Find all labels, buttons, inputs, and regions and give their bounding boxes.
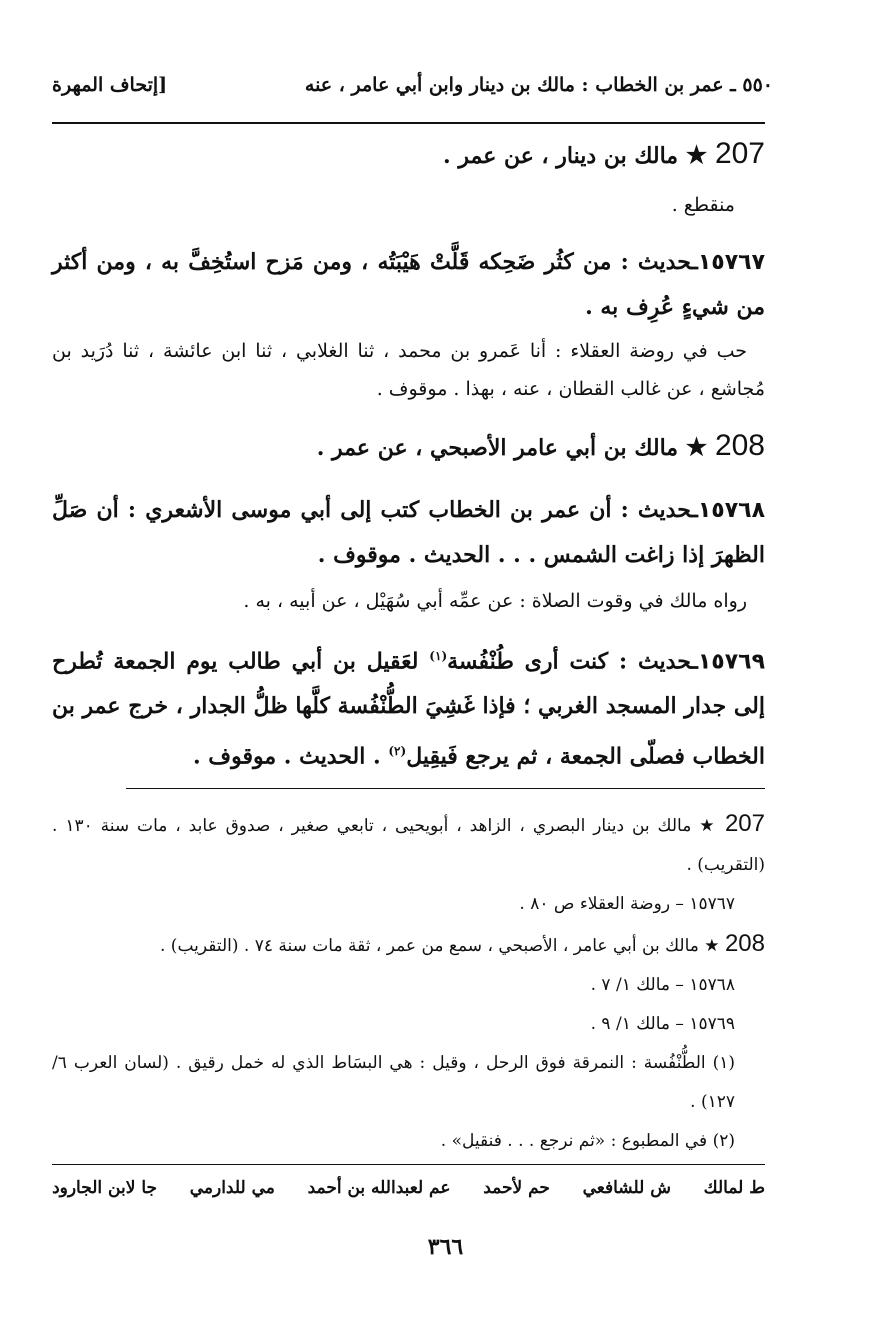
- star-icon: ★: [685, 432, 708, 461]
- hadith-text: ـحديث : أن عمر بن الخطاب كتب إلى أبي موسى الأشعري : أن صَلِّ الظهرَ إذا زاغت الشمس . . . الحديث . موقوف .: [52, 497, 765, 568]
- legend-item: عم لعبدالله بن أحمد: [307, 1178, 451, 1198]
- legend-item: جا لابن الجارود: [52, 1178, 158, 1198]
- hadith-15767-source: حب في روضة العقلاء : أنا عَمرو بن محمد ، ثنا الغلابي ، ثنا ابن عائشة ، ثنا دُرَيد بن مُجاشع ، عن غالب القطان ، عنه ، بهذا . موقوف .: [52, 340, 765, 400]
- hadith-15769: [52, 634, 765, 780]
- star-icon: ★: [704, 936, 720, 956]
- footnote-rule: [126, 788, 765, 789]
- legend-rule: [52, 1164, 765, 1165]
- note-number: 207: [724, 810, 765, 837]
- header-rule: [52, 122, 765, 124]
- note-207: [52, 804, 765, 885]
- hadith-text: ـحديث : كنت أرى طُنْفُسة: [447, 648, 698, 675]
- section-208-heading: [52, 424, 765, 470]
- running-header: [52, 74, 773, 106]
- note-text: مالك بن دينار البصري ، الزاهد ، أبويحيى ، تابعي صغير ، صدوق عابد ، مات سنة ١٣٠ . (التقريب) .: [52, 816, 765, 875]
- note-number: 208: [724, 930, 765, 957]
- section-207-heading: [52, 132, 765, 178]
- legend-item: ش للشافعي: [582, 1178, 671, 1198]
- hadith-text: لعَقيل بن أبي طالب يوم الجمعة تُطرح إلى جدار المسجد الغربي ؛ فإذا غَشِيَ الطُّنْفُسة كلَّها ظلُّ الجدار ، خرج عمر بن الخطاب فصلّى الجمعة ، ثم يرجع فَيقِيل: [52, 648, 765, 770]
- footnotes: [52, 804, 765, 1161]
- note-15769: ١٥٧٦٩ – مالك ١/ ٩ .: [590, 1014, 735, 1034]
- legend-item: حم لأحمد: [483, 1178, 550, 1198]
- note-208: [52, 924, 765, 966]
- footnote-ref[interactable]: (٢): [388, 744, 407, 759]
- abbreviation-legend: [52, 1178, 765, 1198]
- hadith-number: ١٥٧٦٩: [697, 649, 765, 675]
- header-book-name: [إتحاف المهرة: [52, 74, 168, 96]
- note-text: مالك بن أبي عامر ، الأصبحي ، سمع من عمر ، ثقة مات سنة ٧٤ . (التقريب) .: [160, 936, 699, 956]
- footnote-ref[interactable]: (١): [429, 649, 448, 663]
- section-number: 208: [714, 429, 765, 462]
- hadith-number: ١٥٧٦٧: [697, 250, 765, 275]
- section-number: 207: [714, 137, 765, 170]
- grading-note: منقطع .: [671, 194, 735, 216]
- hadith-text: ـحديث : من كثُر ضَحِكه قَلَّتْ هَيْبَتُه ، ومن مَزح استُخِفَّ به ، ومن أكثر من شيءٍ عُرِف به .: [52, 249, 765, 320]
- star-icon: ★: [699, 816, 718, 836]
- hadith-text: . الحديث . موقوف .: [192, 743, 389, 770]
- hadith-15767: [52, 240, 765, 330]
- footnote-2: (٢) في المطبوع : «ثم نرجع . . . فنقيل» .: [440, 1131, 735, 1151]
- note-15768: ١٥٧٦٨ – مالك ١/ ٧ .: [590, 975, 735, 995]
- header-title: ٥٥٠ ـ عمر بن الخطاب : مالك بن دينار وابن أبي عامر ، عنه: [304, 74, 773, 96]
- hadith-number: ١٥٧٦٨: [697, 498, 765, 523]
- star-icon: ★: [685, 140, 708, 169]
- hadith-15768: [52, 488, 765, 578]
- footnote-1: (١) الطُّنْفُسة : النمرقة فوق الرحل ، وقيل : هي البسَاط الذي له خمل رقيق . (لسان العرب ٦/ ١٢٧) .: [52, 1053, 735, 1112]
- note-15767: ١٥٧٦٧ – روضة العقلاء ص ٨٠ .: [519, 894, 735, 914]
- hadith-15768-source: رواه مالك في وقوت الصلاة : عن عمِّه أبي سُهَيْل ، عن أبيه ، به .: [243, 590, 747, 612]
- legend-item: ط لمالك: [703, 1178, 765, 1198]
- legend-item: مي للدارمي: [189, 1178, 275, 1198]
- section-title: مالك بن أبي عامر الأصبحي ، عن عمر .: [316, 435, 679, 461]
- page-number: ٣٦٦: [427, 1234, 464, 1260]
- section-title: مالك بن دينار ، عن عمر .: [443, 143, 679, 169]
